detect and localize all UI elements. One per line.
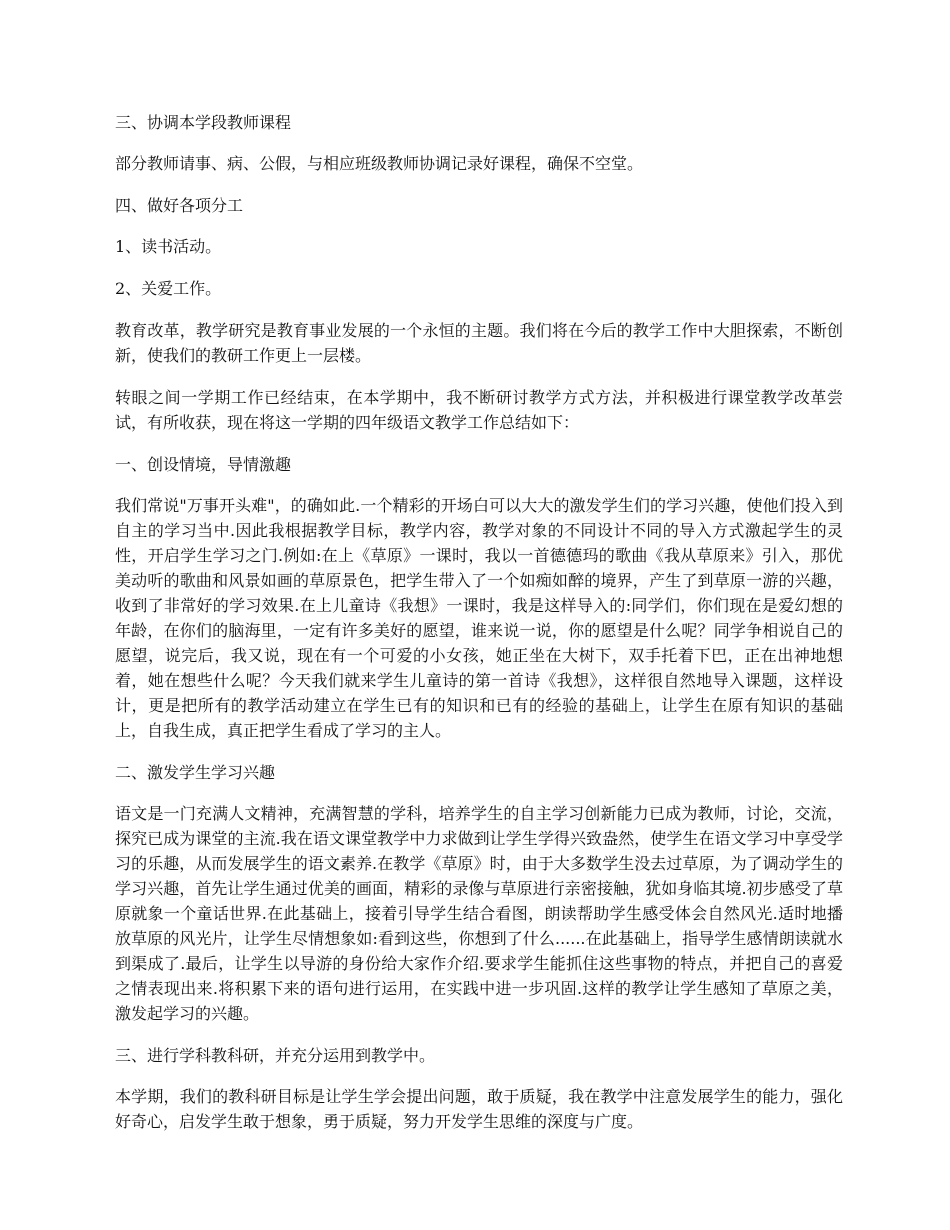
paragraph-research: 本学期，我们的教科研目标是让学生学会提出问题，敢于质疑，我在教学中注意发展学生的能力，强化好奇心，启发学生敢于想象，勇于质疑，努力开发学生思维的深度与广度。 [115, 1087, 843, 1131]
section-heading-3: 三、协调本学段教师课程 [115, 113, 292, 132]
section-heading-1: 一、创设情境，导情激趣 [115, 455, 292, 474]
section-heading-research: 三、进行学科教科研，并充分运用到教学中。 [115, 1046, 436, 1065]
paragraph-teacher-leave: 部分教师请事、病、公假，与相应班级教师协调记录好课程，确保不空堂。 [115, 154, 644, 173]
paragraph-summary-intro: 转眼之间一学期工作已经结束，在本学期中，我不断研讨教学方式方法，并积极进行课堂教学改革尝试，有所收获，现在将这一学期的四年级语文教学工作总结如下： [115, 388, 843, 432]
section-heading-2: 二、激发学生学习兴趣 [115, 763, 276, 782]
document-page [115, 110, 843, 1151]
list-item-reading: 1、读书活动。 [115, 237, 222, 256]
paragraph-situation: 我们常说"万事开头难"，的确如此.一个精彩的开场白可以大大的激发学生们的学习兴趣，使他们投入到自主的学习当中.因此我根据教学目标，教学内容，教学对象的不同设计不同的导入方式激起学生的灵性，开启学生学习之门.例如:在上《草原》一课时，我以一首德德玛的歌曲《我从草原来》引入，那优美动听的歌曲和风景如画的草原景色，把学生带入了一个如痴如醉的境界，产生了到草原一游的兴趣，收到了非常好的学习效果.在上儿童诗《我想》一课时，我是这样导入的:同学们，你们现在是爱幻想的年龄，在你们的脑海里，一定有许多美好的愿望，谁来说一说，你的愿望是什么呢？同学争相说自己的愿望，说完后，我又说，现在有一个可爱的小女孩，她正坐在大树下，双手托着下巴，正在出神地想着，她在想些什么呢？今天我们就来学生儿童诗的第一首诗《我想》，这样很自然地导入课题，这样设计，更是把所有的教学活动建立在学生已有的知识和已有的经验的基础上，让学生在原有知识的基础上，自我生成，真正把学生看成了学习的主人。 [115, 496, 843, 740]
list-item-care: 2、关爱工作。 [115, 279, 222, 298]
paragraph-interest: 语文是一门充满人文精神，充满智慧的学科，培养学生的自主学习创新能力已成为教师，讨论，交流，探究已成为课堂的主流.我在语文课堂教学中力求做到让学生学得兴致盎然，使学生在语文学习中享受学习的乐趣，从而发展学生的语文素养.在教学《草原》时，由于大多数学生没去过草原，为了调动学生的学习兴趣，首先让学生通过优美的画面，精彩的录像与草原进行亲密接触，犹如身临其境.初步感受了草原就象一个童话世界.在此基础上，接着引导学生结合看图，朗读帮助学生感受体会自然风光.适时地播放草原的风光片，让学生尽情想象如:看到这些，你想到了什么......在此基础上，指导学生感情朗读就水到渠成了.最后，让学生以导游的身份给大家作介绍.要求学生能抓住这些事物的特点，并把自己的喜爱之情表现出来.将积累下来的语句进行运用，在实践中进一步巩固.这样的教学让学生感知了草原之美，激发起学习的兴趣。 [115, 804, 843, 1023]
paragraph-education-reform: 教育改革，教学研究是教育事业发展的一个永恒的主题。我们将在今后的教学工作中大胆探索，不断创新，使我们的教研工作更上一层楼。 [115, 321, 843, 365]
section-heading-4: 四、做好各项分工 [115, 196, 244, 215]
